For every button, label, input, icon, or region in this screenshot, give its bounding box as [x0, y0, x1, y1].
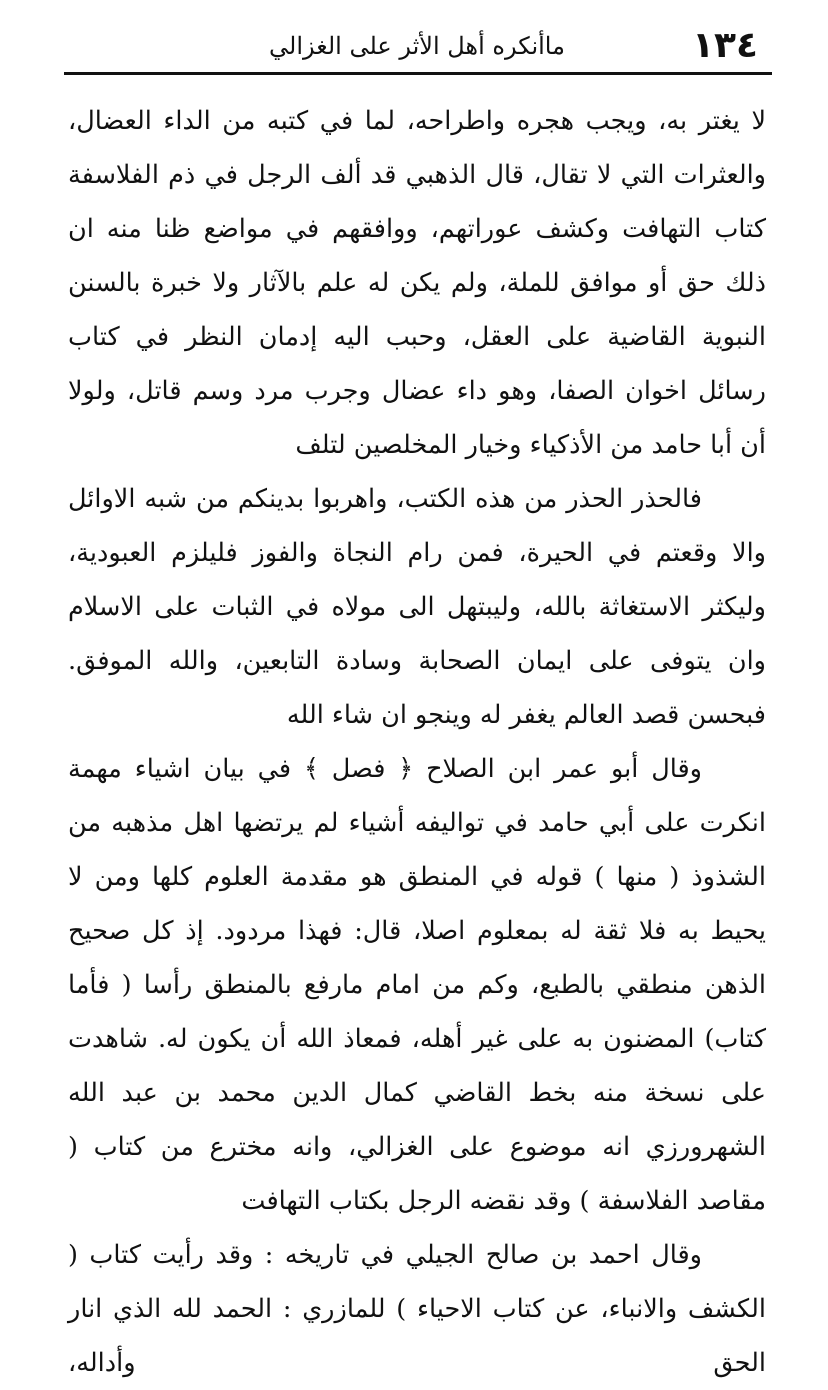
- body-text: [68, 94, 766, 1390]
- header-rule: [64, 72, 772, 75]
- paragraph-ibn-salah: وقال أبو عمر ابن الصلاح ﴿ فصل ﴾ في بيان اشياء مهمة انكرت على أبي حامد في تواليفه أشياء لم يرتضها اهل مذهبه من الشذوذ ( منها ) قوله في المنطق هو مقدمة العلوم كلها ومن لا يحيط به فلا ثقة له بمعلوم اصلا، قال: فهذا مردود. إذ كل صحيح الذهن منطقي بالطبع، وكم من امام مارفع بالمنطق رأسا ( فأما كتاب) المضنون به على غير أهله، فمعاذ الله أن يكون له. شاهدت على نسخة منه بخط القاضي كمال الدين محمد بن عبد الله الشهرورزي انه موضوع على الغزالي، وانه مخترع من كتاب ( مقاصد الفلاسفة ) وقد نقضه الرجل بكتاب التهافت: [68, 754, 766, 1216]
- running-head: [68, 0, 766, 76]
- running-title: ماأنكره أهل الأثر على الغزالي: [269, 32, 565, 60]
- paragraph-continuation: لا يغتر به، ويجب هجره واطراحه، لما في كتبه من الداء العضال، والعثرات التي لا تقال، قال الذهبي قد ألف الرجل في ذم الفلاسفة كتاب التهافت وكشف عوراتهم، ووافقهم في مواضع ظنا منه ان ذلك حق أو موافق للملة، ولم يكن له علم بالآثار ولا خبرة بالسنن النبوية القاضية على العقل، وحبب اليه إدمان النظر في كتاب رسائل اخوان الصفا، وهو داء عضال وجرب مرد وسم قاتل، ولولا أن أبا حامد من الأذكياء وخيار المخلصين لتلف: [68, 106, 766, 460]
- paragraph-warning: فالحذر الحذر من هذه الكتب، واهربوا بدينكم من شبه الاوائل والا وقعتم في الحيرة، فمن رام النجاة والفوز فليلزم العبودية، وليكثر الاستغاثة بالله، وليبتهل الى مولاه في الثبات على الاسلام وان يتوفى على ايمان الصحابة وسادة التابعين، والله الموفق. فبحسن قصد العالم يغفر له وينجو ان شاء الله: [68, 484, 766, 730]
- paragraph-jili: وقال احمد بن صالح الجيلي في تاريخه : وقد رأيت كتاب ( الكشف والانباء، عن كتاب الاحياء ) للمازري : الحمد لله الذي انار الحق وأداله،: [68, 1240, 766, 1378]
- page-number: ١٣٤: [692, 25, 758, 66]
